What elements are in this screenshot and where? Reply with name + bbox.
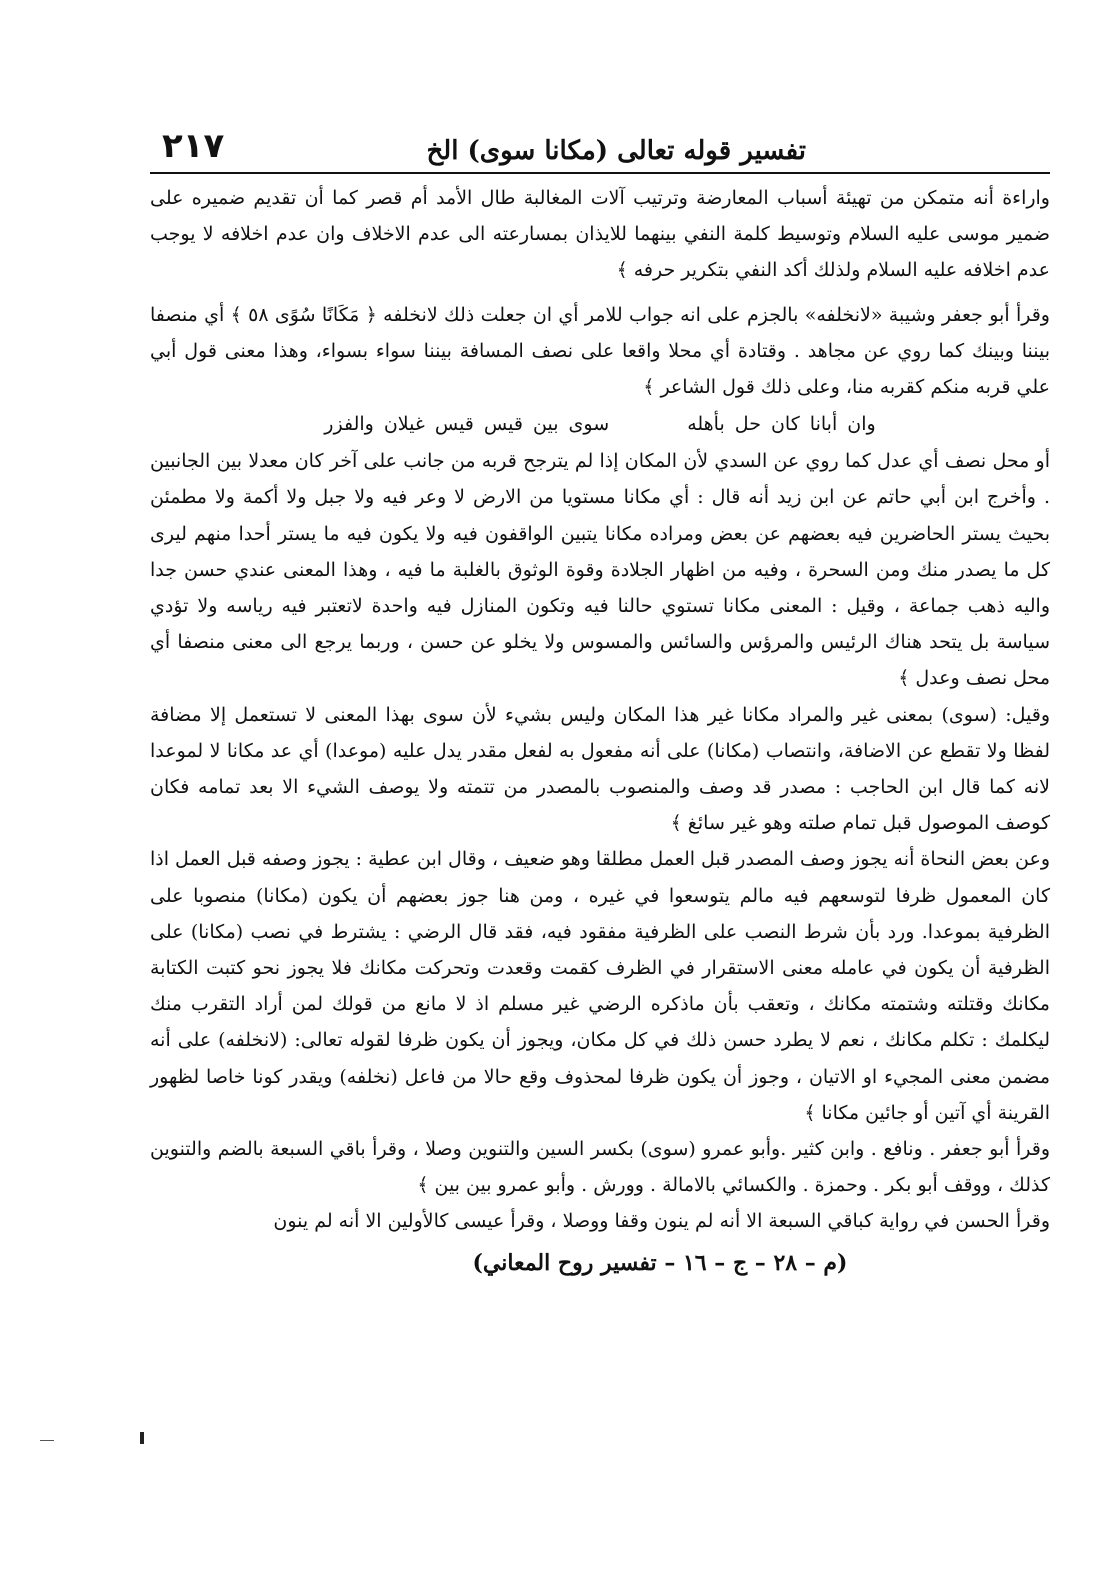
verse-first-hemistich: وان أبانا كان حل بأهله (687, 413, 876, 436)
poem-verse (150, 405, 1050, 443)
margin-dot (140, 1432, 144, 1444)
page-footer-signature: (م – ٢٨ – ج – ١٦ – تفسير روح المعاني) (472, 1249, 848, 1276)
page-header (150, 118, 1050, 166)
document-page (150, 118, 1050, 1276)
page-number: ٢١٧ (162, 126, 225, 166)
paragraph-5: وعن بعض النحاة أنه يجوز وصف المصدر قبل العمل مطلقا وهو ضعيف ، وقال ابن عطية : يجوز وصفه قبل العمل اذا كان المعمول ظرفا لتوسعهم فيه مالم يتوسعوا في غيره ، ومن هنا جوز بعضهم أن يكون (مكانا) منصوبا على الظرفية بموعدا. ورد بأن شرط النصب على الظرفية مفقود فيه، فقد قال الرضي : يشترط في نصب (مكانا) على الظرفية أن يكون في عامله معنى الاستقرار في الظرف كقمت وقعدت وتحركت مكانك فلا يجوز نحو كتبت الكتابة مكانك وقتلته وشتمته مكانك ، وتعقب بأن ماذكره الرضي غير مسلم اذ لا مانع من قولك لمن أراد التقرب منك ليكلمك : تكلم مكانك ، نعم لا يطرد حسن ذلك في كل مكان، ويجوز أن يكون ظرفا لقوله تعالى: (لانخلفه) على أنه مضمن معنى المجيء او الاتيان ، وجوز أن يكون ظرفا لمحذوف وقع حالا من فاعل (نخلفه) ويقدر كونا خاصا لظهور القرينة أي آتين أو جائين مكانا ﴾ (149, 848, 1050, 1124)
margin-mark (40, 1440, 54, 1441)
paragraph-6: وقرأ أبو جعفر . ونافع . وابن كثير .وأبو عمرو (سوى) بكسر السين والتنوين وصلا ، وقرأ باقي السبعة بالضم والتنوين كذلك ، ووقف أبو بكر . وحمزة . والكسائي بالامالة . وورش . وأبو عمرو بين بين ﴾ (150, 1138, 1050, 1197)
paragraph-1: واراءة أنه متمكن من تهيئة أسباب المعارضة وترتيب آلات المغالبة طال الأمد أم قصر كما أن تقديم ضميره على ضمير موسى عليه السلام وتوسيط كلمة النفي بينهما للايذان بمسارعته الى عدم الاخلاف وان عدم اخلافه لا يوجب عدم اخلافه عليه السلام ولذلك أكد النفي بتكرير حرفه ﴾ (150, 187, 1050, 282)
verse-second-hemistich: سوى بين قيس قيس غيلان والفزر (324, 413, 610, 436)
paragraph-4: وقيل: (سوى) بمعنى غير والمراد مكانا غير هذا المكان وليس بشيء لأن سوى بهذا المعنى لا تستعمل إلا مضافة لفظا ولا تقطع عن الاضافة، وانتصاب (مكانا) على أنه مفعول به لفعل مقدر يدل عليه (موعدا) أي عد مكانا لا لموعدا لانه كما قال ابن الحاجب : مصدر قد وصف والمنصوب بالمصدر من تتمته ولا يوصف الشيء الا بعد تمامه فكان كوصف الموصول قبل تمام صلته وهو غير سائغ ﴾ (150, 703, 1050, 835)
paragraph-2: وقرأ أبو جعفر وشيبة «لانخلفه» بالجزم على انه جواب للامر أي ان جعلت ذلك لانخلفه ﴿ مَكَانًا سُوًى ٥٨ ﴾ أي منصفا بيننا وبينك كما روي عن مجاهد . وقتادة أي محلا واقعا على نصف المسافة بيننا سواء بسواء، وهذا معنى قول أبي علي قربه منكم كقربه منا، وعلى ذلك قول الشاعر ﴾ (150, 303, 1050, 399)
running-title: تفسير قوله تعالى (مكانا سوى) الخ (426, 136, 806, 166)
header-rule (150, 172, 1050, 174)
paragraph-7: وقرأ الحسن في رواية كباقي السبعة الا أنه لم ينون وقفا ووصلا ، وقرأ عيسى كالأولين الا أنه لم ينون (273, 1210, 1050, 1233)
paragraph-3: أو محل نصف أي عدل كما روي عن السدي لأن المكان إذا لم يترجح قربه من جانب على آخر كان معدلا بين الجانبين . وأخرج ابن أبي حاتم عن ابن زيد أنه قال : أي مكانا مستويا من الارض لا وعر فيه ولا جبل ولا أكمة ولا مطمئن بحيث يستر الحاضرين فيه بعضهم عن بعض ومراده مكانا يتبين الواقفون فيه ولا يكون فيه ما يستر أحدا منهم ليرى كل ما يصدر منك ومن السحرة ، وفيه من اظهار الجلادة وقوة الوثوق بالغلبة ما فيه ، وهذا المعنى عندي حسن جدا واليه ذهب جماعة ، وقيل : المعنى مكانا تستوي حالنا فيه وتكون المنازل فيه واحدة لاتعتبر فيه رياسه ولا تؤدي سياسة بل يتحد هناك الرئيس والمرؤس والسائس والمسوس ولا يخلو عن حسن ، وربما يرجع الى معنى منصفا أي محل نصف وعدل ﴾ (150, 450, 1050, 690)
